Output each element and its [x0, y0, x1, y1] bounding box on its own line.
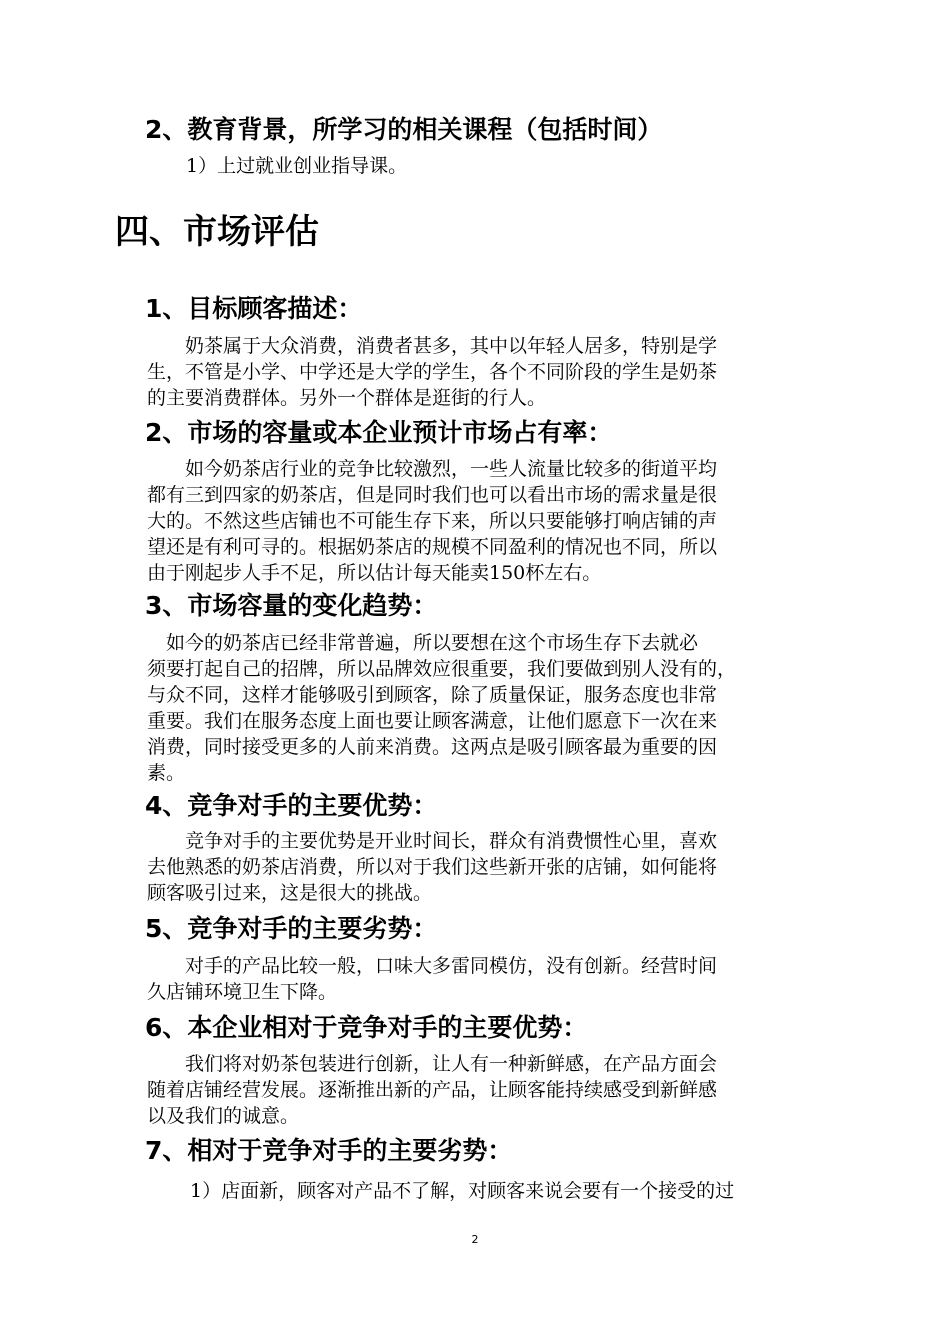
- text-line: 对手的产品比较一般，口味大多雷同模仿，没有创新。经营时间: [147, 955, 718, 977]
- text-line: 素。: [147, 762, 186, 784]
- paragraph-competitor-weaknesses: [147, 953, 827, 1005]
- heading-market-assessment: 四、市场评估: [115, 212, 319, 252]
- text-line: 望还是有利可寻的。根据奶茶店的规模不同盈利的情况也不同，所以: [147, 536, 718, 558]
- heading-capacity-trend: 3、市场容量的变化趋势：: [145, 591, 438, 620]
- text-line: 以及我们的诚意。: [147, 1105, 300, 1127]
- paragraph-market-capacity: [147, 456, 827, 586]
- text-line: 都有三到四家的奶茶店，但是同时我们也可以看出市场的需求量是很: [147, 484, 718, 506]
- heading-competitor-strengths: 4、竞争对手的主要优势：: [145, 791, 438, 820]
- text-line: 重要。我们在服务态度上面也要让顾客满意，让他们愿意下一次在来: [147, 710, 718, 732]
- text-line: 须要打起自己的招牌，所以品牌效应很重要，我们要做到别人没有的，: [147, 658, 737, 680]
- disadvantages-item-1: 1）店面新，顾客对产品不了解，对顾客来说会要有一个接受的过: [190, 1180, 735, 1202]
- paragraph-target-customers: [147, 333, 827, 411]
- text-line: 由于刚起步人手不足，所以估计每天能卖150杯左右。: [147, 562, 602, 584]
- heading-market-capacity: 2、市场的容量或本企业预计市场占有率：: [145, 418, 613, 447]
- text-line: 如今奶茶店行业的竞争比较激烈，一些人流量比较多的街道平均: [147, 458, 718, 480]
- heading-target-customers: 1、目标顾客描述：: [145, 294, 363, 323]
- heading-education: 2、教育背景，所学习的相关课程（包括时间）: [145, 115, 663, 144]
- text-line: 顾客吸引过来，这是很大的挑战。: [147, 882, 433, 904]
- text-line: 如今的奶茶店已经非常普遍，所以要想在这个市场生存下去就必: [147, 632, 699, 654]
- text-line: 去他熟悉的奶茶店消费，所以对于我们这些新开张的店铺，如何能将: [147, 856, 718, 878]
- education-item-1: 1）上过就业创业指导课。: [186, 155, 408, 177]
- text-line: 与众不同，这样才能够吸引到顾客，除了质量保证，服务态度也非常: [147, 684, 718, 706]
- text-line: 久店铺环境卫生下降。: [147, 981, 338, 1003]
- paragraph-capacity-trend: [147, 630, 827, 786]
- page-number: 2: [471, 1233, 479, 1246]
- paragraph-our-advantages: [147, 1051, 827, 1129]
- heading-competitor-weaknesses: 5、竞争对手的主要劣势：: [145, 914, 438, 943]
- text-line: 竞争对手的主要优势是开业时间长，群众有消费惯性心里，喜欢: [147, 830, 718, 852]
- text-line: 消费，同时接受更多的人前来消费。这两点是吸引顾客最为重要的因: [147, 736, 718, 758]
- text-line: 生，不管是小学、中学还是大学的学生，各个不同阶段的学生是奶茶: [147, 361, 718, 383]
- text-line: 我们将对奶茶包装进行创新，让人有一种新鲜感，在产品方面会: [147, 1053, 718, 1075]
- heading-our-advantages: 6、本企业相对于竞争对手的主要优势：: [145, 1013, 588, 1042]
- text-line: 大的。不然这些店铺也不可能生存下来，所以只要能够打响店铺的声: [147, 510, 718, 532]
- text-line: 奶茶属于大众消费，消费者甚多，其中以年轻人居多，特别是学: [147, 335, 718, 357]
- text-line: 的主要消费群体。另外一个群体是逛街的行人。: [147, 387, 547, 409]
- heading-our-disadvantages: 7、相对于竞争对手的主要劣势：: [145, 1136, 513, 1165]
- paragraph-competitor-strengths: [147, 828, 827, 906]
- text-line: 随着店铺经营发展。逐渐推出新的产品，让顾客能持续感受到新鲜感: [147, 1079, 718, 1101]
